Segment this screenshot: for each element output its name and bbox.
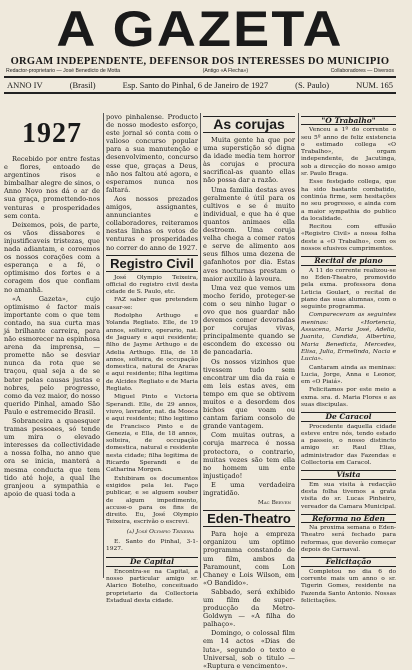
trabalho-headline: "O Trabalho": [301, 116, 396, 125]
recital-headline: Recital de piano: [301, 256, 396, 265]
paragraph: «A Gazeta», cujo optimismo é factor mais importante com o que tem contado, na sua curta mas já brilhante carreira, para não esmorecer na espinhosa arena da imprensa, — promette não se desviar nunca da rota que se traçou, qual seja a de se bater pelas causas justas e nobres, pelo progresso, como da vez maior, do nosso querido Pinhal, amado São Paulo e estremecido Brasil.: [4, 294, 100, 416]
visita-headline: Visita: [301, 470, 396, 479]
paragraph: Compareceram as seguintes meninas: «Hortencia, Assucena, Maria José, Adelia, Juanita, Candida, Albertina, Maria Benedicta, Mercedes, Elisa, Julia, Ermelinda, Nacia e Lucia».: [301, 312, 396, 363]
paragraph: Na proxima semana o Eden-Theatro será fechado para reformas, que deverão começar depois do Carnaval.: [301, 525, 396, 554]
paragraph: José Olympio Teixeira, official do registro civil desta cidade de S. Paulo, etc.: [106, 274, 198, 296]
paragraph: Cantaram ainda as meninas: Lucia, Jorge, Anna e Leonor, em «O Piaiá».: [301, 364, 396, 386]
issue-info-bar: [4, 76, 396, 94]
paragraph: Miguel Pinto e Victoria Sperandi. Elle, de 29 annos, viuvo, lavrador, nat. da Mooca e aqui residente; filho legitimo de Francisco Pinto e de Genezia, e Ella, de 18 annos, solteira, de occupação domestica, natural e residente nesta cidade; filha legitima de Ricardo Sperandi e de Catharina Morgen.: [106, 394, 198, 474]
issue-country: (Brasil): [69, 80, 96, 90]
credits-line: [4, 68, 396, 74]
article-columns: [4, 113, 396, 670]
issue-state: (S. Paulo): [295, 80, 330, 90]
paragraph: Uma familia destas aves geralmente é útil para os cultivos e se é muito individual, e que ha é que quantos animaes ella destroem. Uma coruja velha chega a comer ratos e serve de alimento aos seus filhos uma dezena de gafanhotos por dia. Estas aves nocturnas prestam o maior auxilio à lavoura.: [203, 185, 295, 283]
issue-location-date: Esp. Santo do Pinhal, 6 de Janeiro de 1927: [122, 80, 269, 90]
registry-headline: Registro Civil: [106, 255, 198, 272]
reforma-headline: Reforma no Eden: [301, 514, 396, 523]
corujas-headline: As corujas: [203, 116, 295, 133]
credit-collaborators: Collaboradores — Diversos: [330, 68, 394, 74]
paragraph: Os nossos vizinhos que tivessem tudo sem encontrar um dia da raia e em leis estas aves, em tempo em que se obtivem muitos e a desordem dos bichos que voam ou cantam fariam consolo de grande vantagem.: [203, 357, 295, 431]
paragraph: Para hoje a empreza organizou um optimo programma constando de um film, ambos da Paramount, com Lon Chaney e Lois Wilson, em «O Bandido».: [203, 530, 295, 587]
paragraph: Com muitas outras, a coruja marreca é nossa protectora, o contrario, muitas vezes são tem ella no homem um ente injustiçado!: [203, 431, 295, 480]
column-3: [203, 113, 295, 670]
capital-headline: De Capital: [106, 557, 198, 567]
masthead-title: A GAZETA: [56, 1, 344, 57]
paragraph: E uma verdadeira ingratidão.: [203, 480, 295, 498]
paragraph: Uma vez que vemos um mocho ferido, proteger-se com o seu ninho lugar o ovo que nos guardar não devemos comer devoradas por corujas vivas, principalmente quando se escondem do excesso ou de pancadaria.: [203, 283, 295, 357]
issue-year: ANNO IV: [7, 80, 43, 90]
column-divider: [103, 113, 104, 578]
eden-headline: Eden-Theatro: [203, 510, 295, 527]
felicitacao-headline: Felicitação: [301, 557, 396, 566]
column-divider: [298, 113, 299, 578]
paragraph: FAZ saber que pretendem casar-se:: [106, 297, 198, 311]
paragraph: Recebido por entre festas e flores, entoado de argentinos risos e bimbalhar alegre de sinos, o Anno Novo nos dá o ar de sua graça, promettendo-nos venturas e prosperidades sem conta.: [4, 155, 100, 220]
paragraph: Procedente daquella cidade esteve entre nós, tendo estado a passeio, o nosso distincto amigo sr. Raul Elias, administrador das Fazendas e Collectoria em Caracol.: [301, 423, 396, 467]
paragraph: Deixemos, pois, de parte, os vãos dissabores e injustificaveis tristezas, que nada adiantam, e coroemos os nossos corações com a esperança e a fé, o optimismo dos fortes e a coragem dos que confiam no amanhã.: [4, 220, 100, 294]
paragraph: Exhibiram os documentos exigidos pela lei. Faço publicar, e se alguem souber de algum impedimento, accuse-o para os fins de direito. Eu, José Olympio Teixeira, escrivão o escrevi.: [106, 475, 198, 526]
credit-former-name: (Antigo «A Flecha»): [202, 68, 249, 74]
column-divider: [200, 113, 201, 578]
caracol-headline: De Caracol: [301, 412, 396, 421]
paragraph: Felicitamos por este meio a exma. sra. d. Maria Flores e as suas discipulas.: [301, 387, 396, 408]
paragraph: Rodolpho Arthugo e Yolanda Regliato. Elle, de 19 annos, solteiro, operario, nat. de Jaguary e aqui residente; filho de Jayme Arthugo e de Adelia Arthugo. Ella, de 18 annos, solteira, de occupação domestica, natural de Araras e aqui residente; filha legitima de Alcides Regliato e de Maria Regliato.: [106, 313, 198, 393]
paragraph: Venceu a 1º do corrente o seu 5º anno de feliz existencia o estimado collega «O Trabalho», orgam independente, de Jacutinga, sob a direcção do nosso amigo sr. Paulo Braga.: [301, 127, 396, 178]
paragraph: Aos nossos prezados amigos, assignantes, annunciantes e collaboradores, reiteramos nestas linhas os votos de venturas e prosperidades no correr do anno de 1927.: [106, 194, 198, 252]
column-2: [106, 113, 198, 604]
registry-signature: (a) José Olympio Teixeira: [126, 528, 194, 535]
paragraph: povo pinhalense. Producto de nosso modesto esforço, este jornal só conta com o valioso concurso popular para a sua manutenção e desenvolvimento, concurso esse que, graças a Deus, não nos faltou até agora, e esperamos nunca nos faltará.: [106, 113, 198, 194]
paragraph: Sobranceira a quaesquer tramas pessoaes, só tende um mira o elevado interesses da collectividade a nossa folha, no anno que ora se inicia, manterá a mesma conducta que tem tido até hoje, a qual lhe granjeou a sympathia e apoio de quasi toda a: [4, 417, 100, 498]
paragraph: Em sua visita à redacção desta folha tivemos a grata visita do sr. Lucas Pinheiro, vereador da Camara Municipal.: [301, 481, 396, 510]
corujas-signature: Mac Beeven: [257, 500, 291, 507]
new-year-headline: 1927: [22, 118, 82, 149]
newspaper-page: [4, 1, 396, 670]
paragraph: Recitou com effusão «Registro Civil» a nossa folha deste a «O Trabalho», com os nossos efusivos cumprimentos.: [301, 224, 396, 253]
issue-number: NUM. 165: [356, 80, 393, 90]
paragraph: Completou no dia 6 do corrente mais um anno o sr. Tigerin Gomes, residente na Fazenda Santo Antonio. Nossas felicitações.: [301, 568, 396, 604]
masthead-subtitle: ORGAM INDEPENDENTE, DEFENSOR DOS INTERESSES DO MUNICIPIO: [10, 56, 390, 67]
paragraph: Domingo, o colossal film em 14 actos «Dias de luta», segundo o texto e Universal, sob o titulo — «Ruptura e vencimento».: [203, 629, 295, 670]
paragraph: Encontra-se na Capital, a nosso particular amigo sr. Alarico Botelho, conceituado proprietario da Collectoria Estadual desta cidade.: [106, 568, 198, 604]
paragraph: Sabbado, será exhibido um film de super-producção da Metro-Goldwyn — «A filha do palhaço».: [203, 587, 295, 629]
paragraph: Muita gente ha que por uma superstição só digna da idade media tem horror às corujas e procura sacrifical-as quanto ellas não possa dar a razão.: [203, 136, 295, 185]
paragraph: A 11 do corrente realizou-se no Eden-Theatro, promovido pela exma. professora dona Leticia Goulart, o recital de piano das suas alumnas, com o seguinte programma.: [301, 267, 396, 311]
column-4: [301, 113, 396, 604]
column-1: [4, 113, 100, 578]
registry-date: E. Santo do Pinhal, 3-1-1927.: [106, 538, 198, 553]
paragraph: Esse festejado collega, que ha sido bastante combatido, continúa firme, sem hesitações no seu progresso, e ainda com a maior sympathia do publico da localidade.: [301, 179, 396, 222]
credit-editor: Redactor-proprietario — José Benedicto de Motta: [6, 68, 121, 74]
